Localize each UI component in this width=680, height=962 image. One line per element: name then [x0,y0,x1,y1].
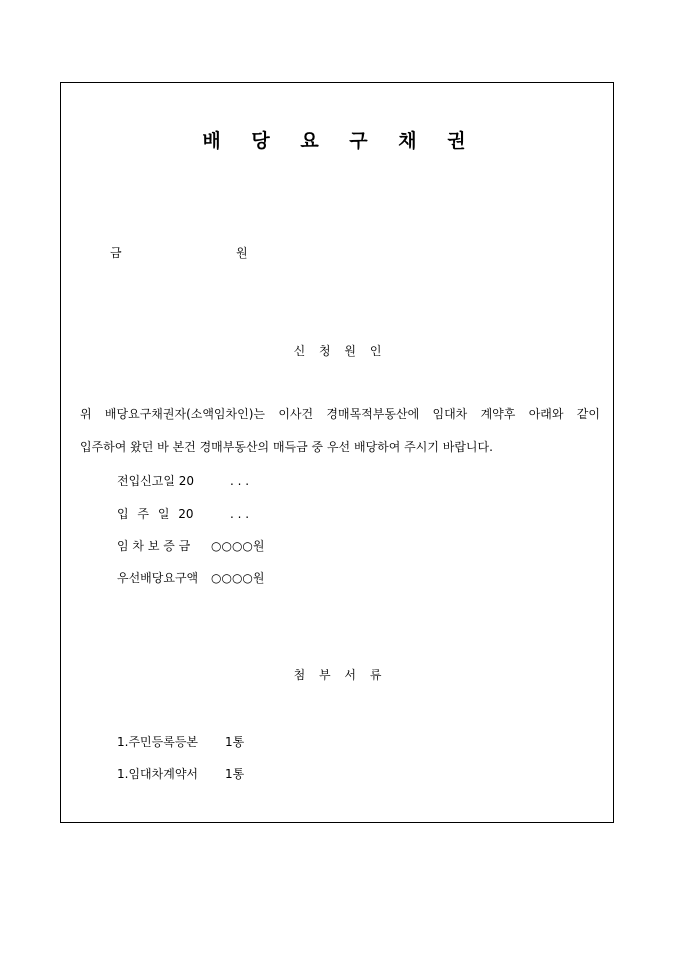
detail-value-move-in-report: . . . [230,474,250,488]
detail-value-move-in-date: . . . [230,507,250,521]
detail-label-deposit: 임 차 보 증 금 [117,539,191,553]
amount-unit: 원 [236,246,248,260]
document-title: 배 당 요 구 채 권 [202,130,478,152]
detail-label-move-in-report: 전입신고일 20 [117,474,195,488]
body-line-2: 입주하여 왔던 바 본건 경매부동산의 매득금 중 우선 배당하여 주시기 바랍니다. [80,440,493,454]
attachment-name-lease-contract: 1.임대차계약서 [117,767,199,781]
body-line-1: 위 배당요구채권자(소액임차인)는 이사건 경매목적부동산에 임대차 계약후 아래와 같이 [80,407,600,421]
attachment-count-resident-registration: 1통 [225,735,245,749]
attachment-count-lease-contract: 1통 [225,767,245,781]
amount-label: 금 [110,246,122,260]
detail-label-priority-claim: 우선배당요구액 [117,571,199,585]
detail-label-move-in-date: 입 주 일 20 [117,507,194,521]
attachment-name-resident-registration: 1.주민등록등본 [117,735,199,749]
detail-value-deposit: ○○○○원 [211,539,265,553]
detail-value-priority-claim: ○○○○원 [211,571,265,585]
section-heading-cause: 신 청 원 인 [293,344,387,358]
section-heading-attachments: 첨 부 서 류 [293,668,387,682]
